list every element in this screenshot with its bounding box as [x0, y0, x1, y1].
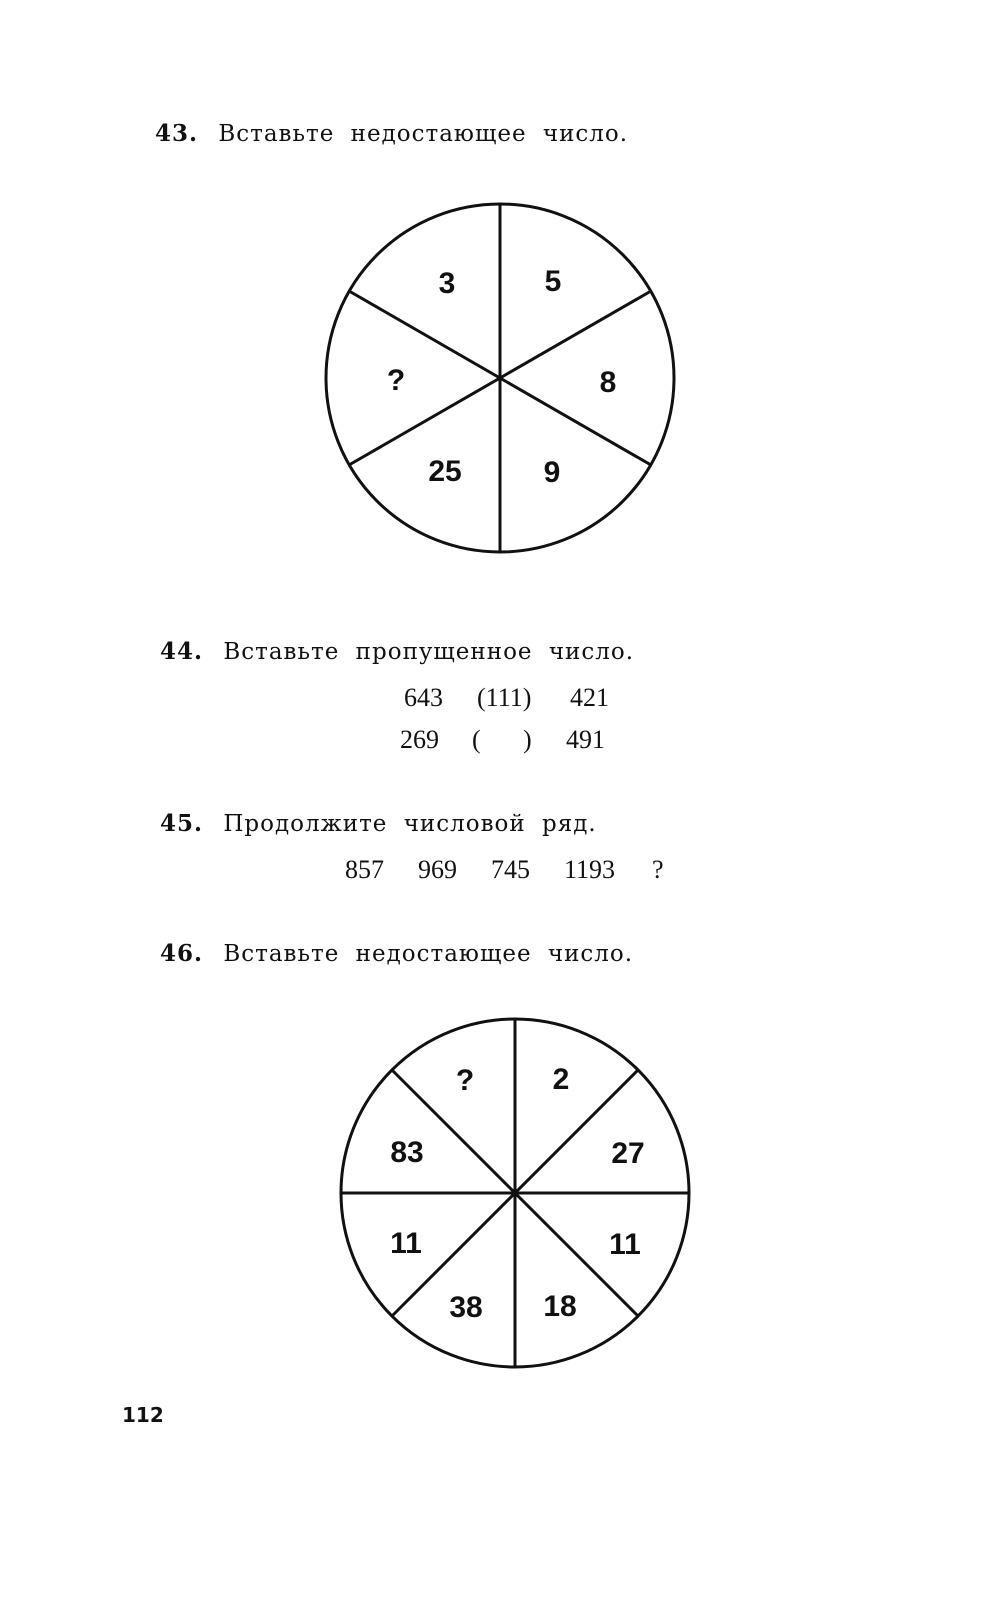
wheel-43-value: 5: [544, 265, 562, 298]
series-value: ?: [652, 855, 664, 884]
series-value: 969: [418, 855, 457, 884]
row-value: 643: [404, 683, 443, 712]
problem-text: Вставьте недостающее число.: [218, 121, 629, 147]
problem-45-series: [0, 855, 984, 887]
wheel-46-value: 18: [543, 1290, 577, 1323]
problem-text: Вставьте пропущенное число.: [223, 639, 635, 665]
wheel-46-value: 27: [611, 1137, 645, 1170]
problem-44-title: [160, 638, 634, 665]
wheel-46-value: 83: [390, 1136, 424, 1169]
wheel-46-value: 11: [609, 1228, 641, 1261]
wheel-46-value: 38: [449, 1291, 483, 1324]
wheel-46-value: 11: [390, 1227, 422, 1260]
wheel-46-value: ?: [455, 1064, 475, 1097]
row-value: (: [472, 725, 481, 754]
wheel-43-value: 8: [599, 366, 617, 399]
problem-number: 45.: [160, 810, 204, 837]
page-number: 112: [122, 1403, 164, 1427]
problem-text: Продолжите числовой ряд.: [223, 811, 597, 837]
series-value: 1193: [564, 855, 616, 884]
wheel-43-value: 25: [428, 455, 462, 488]
series-value: 745: [491, 855, 530, 884]
problem-44-row-1: [0, 683, 984, 715]
problem-number: 46.: [160, 940, 204, 967]
problem-44-row-2: [0, 725, 984, 757]
row-value: 421: [570, 683, 609, 712]
wheel-43: [320, 195, 680, 565]
wheel-46: [335, 1008, 695, 1378]
row-value: (111): [477, 683, 532, 712]
problem-45-title: [160, 810, 597, 837]
problem-text: Вставьте недостающее число.: [223, 941, 634, 967]
wheel-43-value: ?: [386, 364, 406, 397]
problem-43-title: [155, 120, 628, 147]
row-value: 491: [566, 725, 605, 754]
wheel-46-value: 2: [552, 1063, 570, 1096]
row-value: 269: [400, 725, 439, 754]
wheel-43-value: 3: [438, 267, 456, 300]
series-value: 857: [345, 855, 384, 884]
wheel-43-value: 9: [543, 456, 561, 489]
problem-number: 44.: [160, 638, 204, 665]
row-value: ): [523, 725, 532, 754]
problem-number: 43.: [155, 120, 199, 147]
problem-46-title: [160, 940, 633, 967]
